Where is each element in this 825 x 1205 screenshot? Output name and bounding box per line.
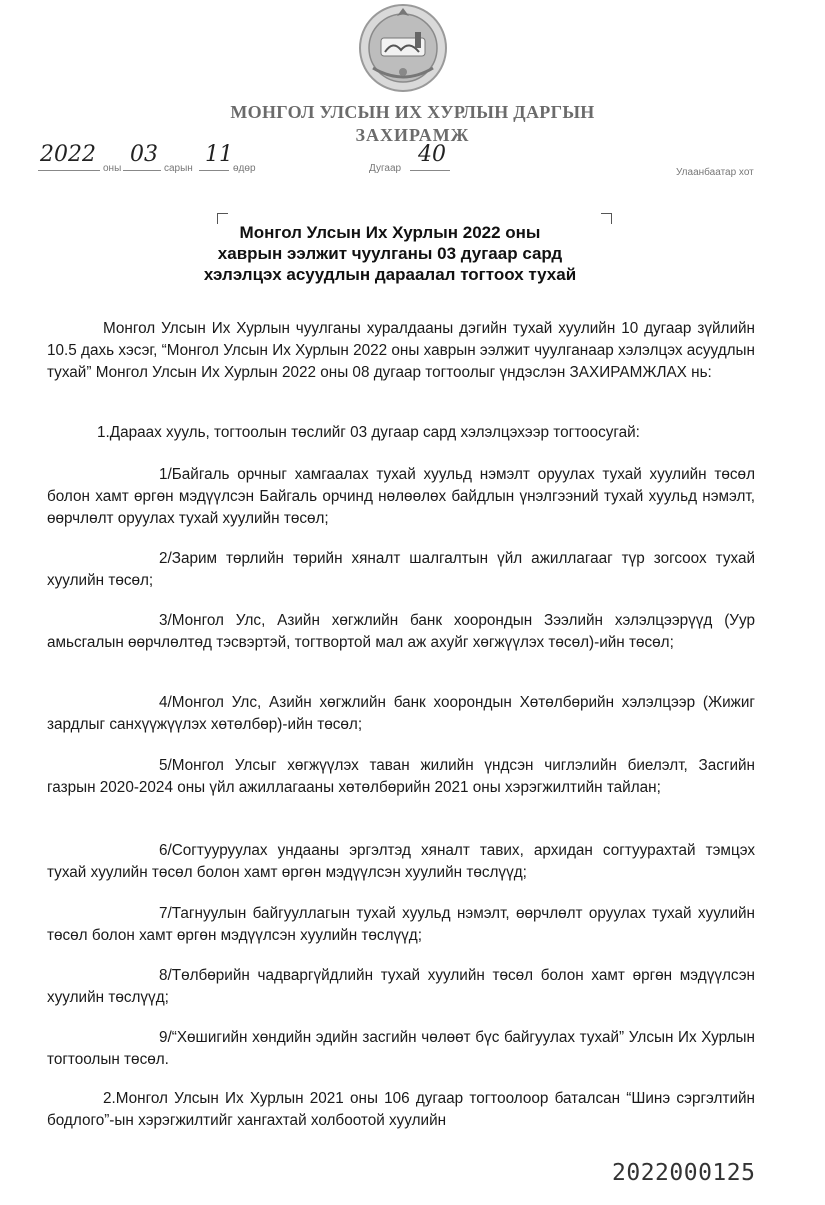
date-month-suffix: сарын	[164, 163, 193, 174]
city: Улаанбаатар хот	[676, 167, 754, 178]
date-day: 11	[205, 142, 233, 167]
list-item: 8/Төлбөрийн чадваргүйдлийн тухай хуулийн төсөл болон хамт өргөн мэдүүлсэн хуулийн төслүүд;	[47, 967, 755, 1006]
list-item: 9/“Хөшигийн хөндийн эдийн засгийн чөлөөт бүс байгуулах тухай” Улсын Их Хурлын тогтоолын төсөл.	[47, 1029, 755, 1068]
state-emblem-icon	[357, 2, 449, 94]
document-title: Монгол Улсын Их Хурлын 2022 оны хаврын ээлжит чуулганы 03 дугаар сард хэлэлцэх асуудлын дараалал тогтоох тухай	[203, 223, 577, 284]
list-item: 3/Монгол Улс, Азийн хөгжлийн банк хоорондын Зээлийн хэлэлцээрүүд (Уур амьсгалын өөрчлөлтөд тэсвэртэй, тогтвортой мал аж ахуйг хөгжүүлэх төсөл)-ийн төсөл;	[47, 612, 755, 651]
date-month: 03	[130, 142, 158, 167]
list-item: 6/Согтууруулах ундааны эргэлтэд хяналт тавих, архидан согтуурахтай тэмцэх тухай хуулийн төсөл болон хамт өргөн мэдүүлсэн хуулийн төслүүд;	[47, 842, 755, 881]
list-item: 5/Монгол Улсыг хөгжүүлэх таван жилийн үндсэн чиглэлийн биелэлт, Засгийн газрын 2020-2024 оны үйл ажиллагааны хөтөлбөрийн 2021 оны хэрэгжилтийн тайлан;	[47, 757, 755, 796]
list-item: 4/Монгол Улс, Азийн хөгжлийн банк хоорондын Хөтөлбөрийн хэлэлцээр (Жижиг зардлыг санхүүжүүлэх хөтөлбөр)-ийн төсөл;	[47, 694, 755, 733]
intro-paragraph: Монгол Улсын Их Хурлын чуулганы хуралдааны дэгийн тухай хуулийн 10 дугаар зүйлийн 10.5 дахь хэсэг, “Монгол Улсын Их Хурлын 2022 оны хаврын ээлжит чуулганаар хэлэлцэх асуудлын тухай” Монгол Улсын Их Хурлын 2022 оны 08 дугаар тогтоолыг үндэслэн ЗАХИРАМЖЛАХ нь:	[47, 320, 755, 381]
date-day-suffix: өдөр	[233, 163, 256, 174]
point-1: 1.Дараах хууль, тогтоолын төслийг 03 дугаар сард хэлэлцэхээр тогтоосугай:	[97, 424, 640, 441]
list-item: 2/Зарим төрлийн төрийн хяналт шалгалтын үйл ажиллагааг түр зогсоох тухай хуулийн төсөл;	[47, 550, 755, 589]
document-number: 40	[418, 142, 446, 167]
point-2: 2.Монгол Улсын Их Хурлын 2021 оны 106 дугаар тогтоолоор баталсан “Шинэ сэргэлтийн бодлого”-ын хэрэгжилтийг хангахтай холбоотой хуулийн	[47, 1090, 755, 1129]
date-year-suffix: оны	[103, 163, 122, 174]
document-type-heading: ЗАХИРАМЖ	[355, 125, 470, 145]
date-year: 2022	[40, 142, 96, 167]
list-item: 7/Тагнуулын байгууллагын тухай хуульд нэмэлт, өөрчлөлт оруулах тухай хуулийн төсөл болон хамт өргөн мэдүүлсэн хуулийн төслүүд;	[47, 905, 755, 944]
number-label: Дугаар	[369, 163, 402, 174]
list-item: 1/Байгаль орчныг хамгаалах тухай хуульд нэмэлт оруулах тухай хуулийн төсөл болон хамт өргөн мэдүүлсэн Байгаль орчинд нөлөөлөх байдлын үнэлгээний тухай хуульд нэмэлт, өөрчлөлт оруулах тухай хуулийн төсөл;	[47, 466, 755, 527]
issuer-heading: МОНГОЛ УЛСЫН ИХ ХУРЛЫН ДАРГЫН	[230, 102, 595, 122]
serial-number: 2022000125	[612, 1160, 756, 1186]
